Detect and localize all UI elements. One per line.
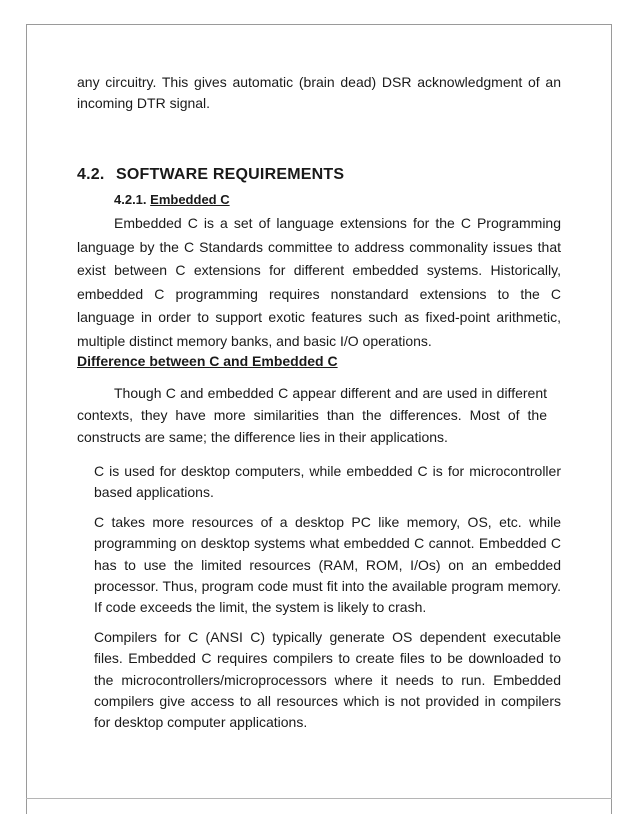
subsection-title: Embedded C: [150, 192, 230, 207]
section-title: SOFTWARE REQUIREMENTS: [116, 166, 345, 183]
difference-point: C takes more resources of a desktop PC like memory, OS, etc. while programming on desktop systems what embedded C cannot. Embedded C has to use the limited resources (RAM, ROM, I/Os) on an embedded processor. Thus, program code must fit into the available program memory. If code exceeds the limit, the system is likely to crash.: [94, 513, 561, 616]
difference-point: C is used for desktop computers, while embedded C is for microcontroller based applications.: [94, 463, 561, 501]
page-footer-rule: [26, 798, 612, 799]
difference-intro-paragraph: Though C and embedded C appear different and are used in different contexts, they have more similarities than the differences. Most of the constructs are same; the difference lies in their applications.: [77, 385, 547, 445]
subsection-number: 4.2.1.: [114, 192, 147, 207]
section-number: 4.2.: [77, 166, 105, 183]
continuation-text: any circuitry. This gives automatic (brain dead) DSR acknowledgment of an incoming DTR signal.: [77, 74, 561, 111]
difference-heading: Difference between C and Embedded C: [77, 353, 338, 369]
difference-point: Compilers for C (ANSI C) typically generate OS dependent executable files. Embedded C requires compilers to create files to be downloaded to the microcontrollers/microprocessors where it needs to run. Embedded compilers give access to all resources which is not provided in compilers for desktop computer applications.: [94, 628, 561, 731]
continuation-paragraph: [77, 72, 561, 114]
difference-points: [94, 461, 561, 742]
section-heading: [77, 166, 344, 184]
subsection-heading: [114, 192, 230, 207]
embedded-c-paragraph: Embedded C is a set of language extensions for the C Programming language by the C Standards committee to address commonality issues that exist between C extensions for different embedded systems. Historically, embedded C programming requires nonstandard extensions to the C language in order to support exotic features such as fixed-point arithmetic, multiple distinct memory banks, and basic I/O operations.: [77, 215, 561, 349]
